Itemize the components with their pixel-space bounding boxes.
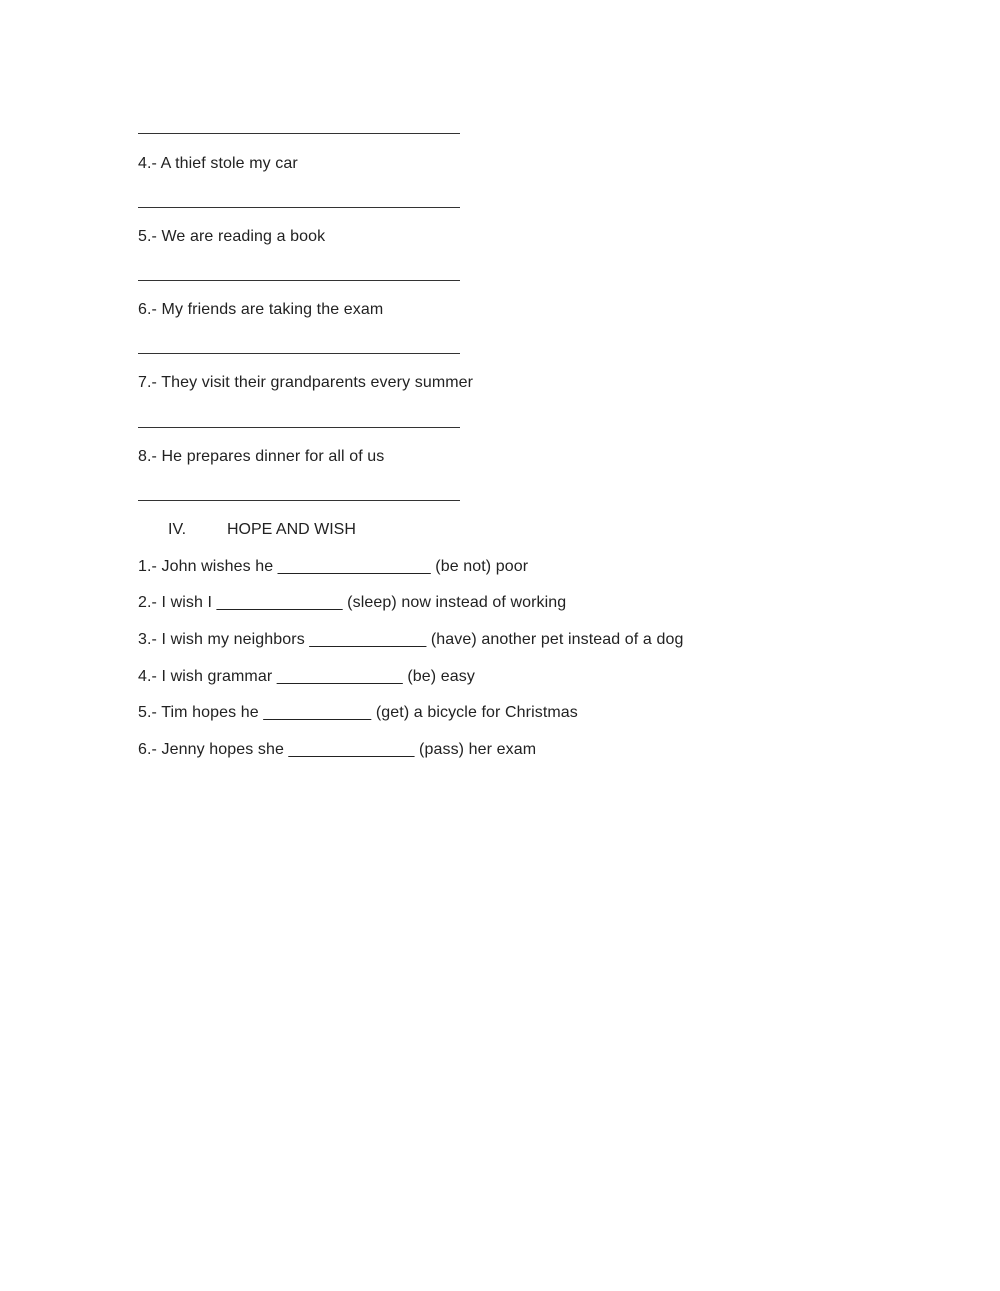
answer-line[interactable] xyxy=(138,427,460,428)
answer-line[interactable] xyxy=(138,133,460,134)
fill-in-item: 4.- I wish grammar ______________ (be) easy xyxy=(138,668,475,685)
answer-line[interactable] xyxy=(138,500,460,501)
section-title: HOPE AND WISH xyxy=(227,521,356,538)
prompt-item: 7.- They visit their grandparents every summer xyxy=(138,374,474,391)
prompt-item: 8.- He prepares dinner for all of us xyxy=(138,448,385,465)
answer-line[interactable] xyxy=(138,353,460,354)
answer-line[interactable] xyxy=(138,280,460,281)
answer-line[interactable] xyxy=(138,207,460,208)
prompt-item: 6.- My friends are taking the exam xyxy=(138,301,384,318)
fill-in-item: 5.- Tim hopes he ____________ (get) a bicycle for Christmas xyxy=(138,704,578,721)
fill-in-item: 3.- I wish my neighbors _____________ (have) another pet instead of a dog xyxy=(138,631,684,648)
prompt-item: 5.- We are reading a book xyxy=(138,228,326,245)
fill-in-item: 1.- John wishes he _________________ (be not) poor xyxy=(138,558,529,575)
prompt-item: 4.- A thief stole my car xyxy=(138,155,298,172)
fill-in-item: 2.- I wish I ______________ (sleep) now instead of working xyxy=(138,594,567,611)
fill-in-item: 6.- Jenny hopes she ______________ (pass) her exam xyxy=(138,741,537,758)
section-numeral: IV. xyxy=(168,521,187,538)
